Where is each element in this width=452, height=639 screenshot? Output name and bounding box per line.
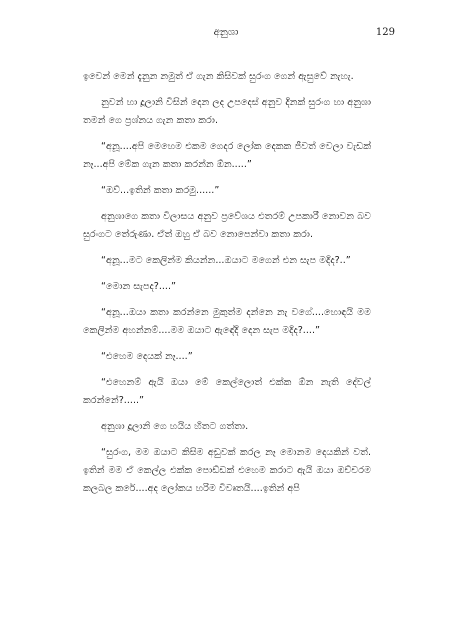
paragraph: “එහෙම දෙයක් නෑ....” bbox=[101, 351, 193, 362]
paragraph: “සුරංග, මම ඔයාට කිසිම අඩුවක් කරල නෑ මොනම දෙයකින් වත්. ඉතින් මම ඒ කෙල්ල එක්ක පොඩ්ඩක් එහෙම කරාට ඇයි ඔයා ඔච්චරම කලබල කරේ....අද ලෝකය හරිම විවෘතයි....ඉතින් අපි bbox=[83, 447, 371, 494]
paragraph: “අනූ...ඔයා කතා කරන්නෙ මුකුත්ම දන්නෙ නැ වගේ....හොඳයි මම කෙලින්ම අහන්නම්....මම ඔයාට ඇඳේදි දෙන සැප මදිද?....” bbox=[83, 307, 371, 336]
paragraph: අනුශා දූලානි ගෙ හයිය හිතට ගත්තා. bbox=[101, 421, 249, 432]
running-head bbox=[0, 27, 452, 43]
paragraph: “අනූ...මට කෙලින්ම කියන්න...ඔයාට මගෙන් එන සැප මදිද?..” bbox=[101, 255, 351, 266]
paragraph: ඉවෙන් මෙන් දැනුන නමුත් ඒ ගැන කිසිවක් සුරංග ගෙන් ඇසුවේ නැහැ. bbox=[83, 71, 354, 82]
paragraph: නුවන් හා දූලානි විසින් දෙන ලද උපදෙස් අනුව දිනක් සුරංග හා අනුශා තමන් ගෙ ප්‍රශ්නය ගැන කතා කරා. bbox=[83, 97, 371, 126]
body-text bbox=[83, 68, 371, 506]
page-number: 129 bbox=[375, 27, 395, 38]
paragraph: “එහෙනම් ඇයි ඔයා මේ කෙල්ලොත් එක්ක ඕන නැති දේවල් කරන්නේ?.....” bbox=[83, 377, 371, 406]
running-title: අනුශා bbox=[213, 27, 239, 38]
paragraph: “අනූ....අපි මෙහෙම එකම ගෙදර ලෝක දෙකක ජීවත් වෙලා වැඩක් නෑ...අපි මේක ගැන කතා කරන්න ඕන.....” bbox=[83, 141, 371, 170]
paragraph: අනුශාගෙ කතා විලාසය අනුව ප්‍රවේශය එතරම් උපකාරී නොවන බව සුරංගට තේරුණා. ඒත් ඔහු ඒ බව නොපෙන්වා කතා කරා. bbox=[83, 211, 371, 240]
paragraph: “ඔව්...ඉතින් කතා කරමු......” bbox=[101, 185, 220, 196]
paragraph: “මොන සැපද?....” bbox=[101, 281, 176, 292]
